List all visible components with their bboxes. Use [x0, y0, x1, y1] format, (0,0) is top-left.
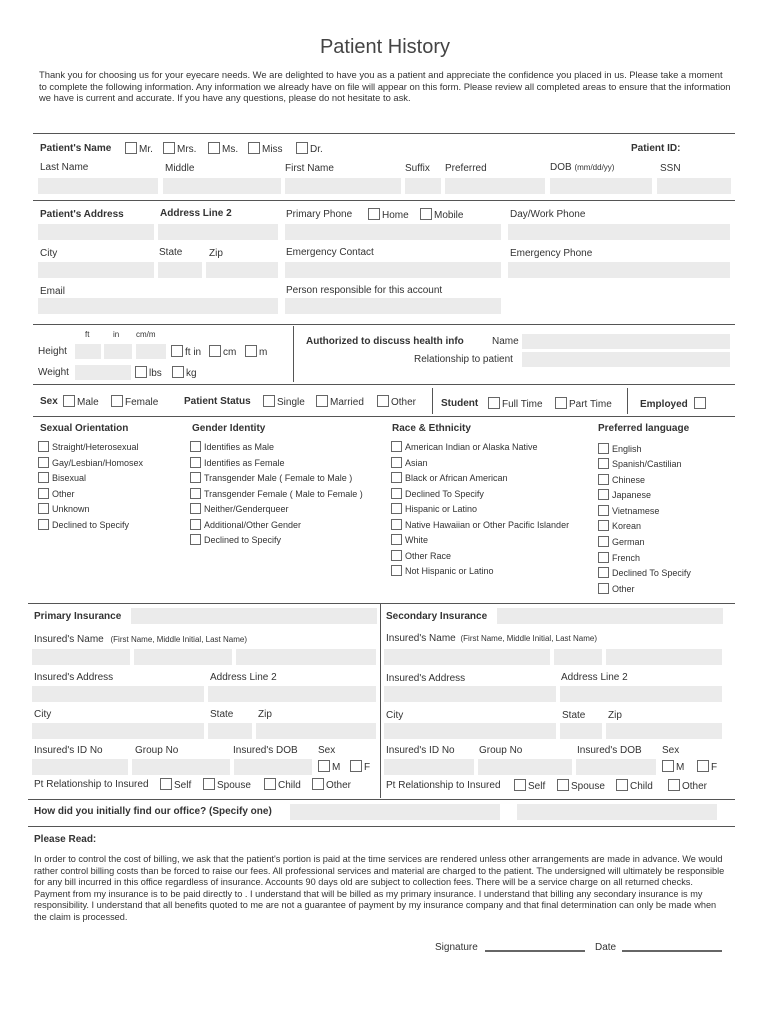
primary-rel-self[interactable]: Self	[160, 778, 191, 791]
weight-label: Weight	[38, 367, 69, 378]
secondary-group-label: Group No	[479, 745, 523, 756]
race-option[interactable]: Declined To Specify	[391, 488, 484, 500]
language-option[interactable]: Japanese	[598, 489, 651, 501]
gender-option[interactable]: Transgender Female ( Male to Female )	[190, 488, 363, 500]
title-ms-checkbox[interactable]	[208, 142, 220, 154]
employed-label[interactable]: Employed	[640, 397, 708, 410]
secondary-state-input[interactable]	[560, 723, 602, 739]
gender-checkbox[interactable]	[190, 519, 201, 530]
race-checkbox[interactable]	[391, 565, 402, 576]
primary-rel-other[interactable]: Other	[312, 778, 351, 791]
race-option[interactable]: Black or African American	[391, 472, 508, 484]
signature-label: Signature	[435, 942, 478, 953]
day-work-phone-label: Day/Work Phone	[510, 209, 586, 220]
height-label: Height	[38, 346, 67, 357]
height-in-input[interactable]	[104, 344, 132, 359]
gender-checkbox[interactable]	[190, 441, 201, 452]
orientation-option[interactable]: Unknown	[38, 503, 90, 515]
relationship-label: Relationship to patient	[414, 354, 513, 365]
secondary-sex-f[interactable]: F	[697, 760, 717, 773]
primary-city-label: City	[34, 709, 52, 720]
language-option[interactable]: English	[598, 443, 642, 455]
primary-group-label: Group No	[135, 745, 179, 756]
sex-male-checkbox[interactable]	[63, 395, 75, 407]
primary-rel-other-checkbox[interactable]	[312, 778, 324, 790]
gender-checkbox[interactable]	[190, 503, 201, 514]
title-dr-checkbox[interactable]	[296, 142, 308, 154]
student-label: Student	[441, 398, 479, 409]
patients-name-label: Patient's Name	[40, 143, 112, 154]
last-name-label: Last Name	[40, 162, 89, 173]
email-label: Email	[40, 286, 66, 297]
state-input[interactable]	[158, 262, 202, 278]
secondary-id-input[interactable]	[384, 759, 474, 775]
address-input[interactable]	[38, 224, 154, 240]
unit-m[interactable]: m	[245, 345, 267, 358]
title-ms[interactable]: Ms.	[208, 142, 238, 155]
emergency-phone-label: Emergency Phone	[510, 248, 593, 259]
secondary-insurance-label: Secondary Insurance	[386, 611, 488, 622]
primary-pt-relationship-label: Pt Relationship to Insured	[34, 779, 149, 790]
address-line2-input[interactable]	[158, 224, 278, 240]
patient-status-label: Patient Status	[184, 396, 251, 407]
title-miss-checkbox[interactable]	[248, 142, 260, 154]
primary-insurance-input[interactable]	[131, 608, 377, 624]
phone-home[interactable]: Home	[368, 208, 409, 221]
unit-ftin-checkbox[interactable]	[171, 345, 183, 357]
student-full-time-checkbox[interactable]	[488, 397, 500, 409]
patients-address-label: Patient's Address	[40, 209, 124, 220]
student-part-time-checkbox[interactable]	[555, 397, 567, 409]
emergency-contact-input[interactable]	[285, 262, 501, 278]
unit-ftin[interactable]: ft in	[171, 345, 201, 358]
title-mrs[interactable]: Mrs.	[163, 142, 196, 155]
secondary-address-label: Insured's Address	[386, 673, 466, 684]
language-option[interactable]: Korean	[598, 520, 641, 532]
primary-insurance-label: Primary Insurance	[34, 611, 122, 622]
language-option[interactable]: Declined To Specify	[598, 567, 691, 579]
secondary-address-input[interactable]	[384, 686, 556, 702]
orientation-option[interactable]: Bisexual	[38, 472, 86, 484]
status-single-checkbox[interactable]	[263, 395, 275, 407]
city-input[interactable]	[38, 262, 154, 278]
weight-input[interactable]	[75, 365, 131, 380]
intro-text: Thank you for choosing us for your eyecare needs. We are delighted to have you as a patient and appreciate the confidence you placed in us. Please take a moment to complete the following information. Any information we already have on file will appear on this form. Please review all completed areas to ensure that the information we have is current and accurate. If you have any questions, please do not hesitate to ask.	[39, 69, 731, 104]
secondary-insured-middle-input[interactable]	[554, 649, 602, 665]
secondary-sex-f-checkbox[interactable]	[697, 760, 709, 772]
signature-line[interactable]	[485, 950, 585, 952]
page-title: Patient History	[319, 36, 451, 58]
gender-checkbox[interactable]	[190, 488, 201, 499]
language-checkbox[interactable]	[598, 520, 609, 531]
date-line[interactable]	[622, 950, 722, 952]
phone-mobile-checkbox[interactable]	[420, 208, 432, 220]
primary-rel-spouse-checkbox[interactable]	[203, 778, 215, 790]
orientation-checkbox[interactable]	[38, 457, 49, 468]
secondary-rel-child[interactable]: Child	[616, 779, 653, 792]
gender-option[interactable]: Neither/Genderqueer	[190, 503, 289, 515]
secondary-address-line2-input[interactable]	[560, 686, 722, 702]
primary-address-input[interactable]	[32, 686, 204, 702]
zip-label: Zip	[209, 248, 223, 259]
sex-female-checkbox[interactable]	[111, 395, 123, 407]
language-option[interactable]: German	[598, 536, 645, 548]
gender-option[interactable]: Transgender Male ( Female to Male )	[190, 472, 352, 484]
language-checkbox[interactable]	[598, 505, 609, 516]
gender-option[interactable]: Identifies as Female	[190, 457, 285, 469]
primary-city-input[interactable]	[32, 723, 204, 739]
language-option[interactable]: French	[598, 552, 640, 564]
sexual-orientation-title: Sexual Orientation	[40, 423, 129, 434]
orientation-checkbox[interactable]	[38, 503, 49, 514]
language-option[interactable]: Other	[598, 583, 635, 595]
primary-sex-m[interactable]: M	[318, 760, 340, 773]
sex-female[interactable]: Female	[111, 395, 158, 408]
race-option[interactable]: Other Race	[391, 550, 451, 562]
primary-zip-input[interactable]	[256, 723, 376, 739]
gender-option[interactable]: Additional/Other Gender	[190, 519, 301, 531]
email-input[interactable]	[38, 298, 278, 314]
orientation-checkbox[interactable]	[38, 488, 49, 499]
secondary-sex-m-checkbox[interactable]	[662, 760, 674, 772]
orientation-option[interactable]: Other	[38, 488, 75, 500]
primary-state-label: State	[210, 709, 234, 720]
secondary-sex-m[interactable]: M	[662, 760, 684, 773]
language-option[interactable]: Vietnamese	[598, 505, 659, 517]
language-checkbox[interactable]	[598, 552, 609, 563]
first-name-label: First Name	[285, 163, 334, 174]
language-checkbox[interactable]	[598, 583, 609, 594]
primary-id-label: Insured's ID No	[34, 745, 103, 756]
primary-address-label: Insured's Address	[34, 672, 114, 683]
primary-phone-label: Primary Phone	[286, 209, 353, 220]
relationship-input[interactable]	[522, 352, 730, 367]
race-checkbox[interactable]	[391, 441, 402, 452]
responsible-label: Person responsible for this account	[286, 285, 443, 296]
unit-m-checkbox[interactable]	[245, 345, 257, 357]
gender-option[interactable]: Identifies as Male	[190, 441, 274, 453]
secondary-pt-relationship-label: Pt Relationship to Insured	[386, 780, 501, 791]
gender-checkbox[interactable]	[190, 457, 201, 468]
race-title: Race & Ethnicity	[392, 423, 471, 434]
address-line2-label: Address Line 2	[160, 208, 232, 219]
secondary-state-label: State	[562, 710, 586, 721]
race-option[interactable]: American Indian or Alaska Native	[391, 441, 538, 453]
auth-name-input[interactable]	[522, 334, 730, 349]
in-col-label: in	[113, 330, 120, 339]
primary-sex-m-checkbox[interactable]	[318, 760, 330, 772]
primary-zip-label: Zip	[258, 709, 272, 720]
secondary-dob-label: Insured's DOB	[577, 745, 642, 756]
emergency-contact-label: Emergency Contact	[286, 247, 374, 258]
emergency-phone-input[interactable]	[508, 262, 730, 278]
orientation-checkbox[interactable]	[38, 519, 49, 530]
language-checkbox[interactable]	[598, 567, 609, 578]
city-label: City	[40, 248, 58, 259]
title-mr[interactable]: Mr.	[125, 142, 153, 155]
status-married-checkbox[interactable]	[316, 395, 328, 407]
secondary-insured-last-input[interactable]	[606, 649, 722, 665]
primary-rel-child-checkbox[interactable]	[264, 778, 276, 790]
responsible-input[interactable]	[285, 298, 501, 314]
status-married[interactable]: Married	[316, 395, 364, 408]
unit-cm[interactable]: cm	[209, 345, 236, 358]
race-checkbox[interactable]	[391, 472, 402, 483]
secondary-address-line2-label: Address Line 2	[561, 672, 628, 683]
gender-checkbox[interactable]	[190, 534, 201, 545]
primary-address-line2-label: Address Line 2	[210, 672, 277, 683]
phone-mobile[interactable]: Mobile	[420, 208, 463, 221]
unit-lbs-checkbox[interactable]	[135, 366, 147, 378]
primary-sex-label: Sex	[318, 745, 336, 756]
zip-input[interactable]	[206, 262, 278, 278]
primary-id-input[interactable]	[32, 759, 128, 775]
student-part-time[interactable]: Part Time	[555, 397, 612, 410]
ssn-input[interactable]	[657, 178, 731, 194]
secondary-dob-input[interactable]	[576, 759, 656, 775]
primary-address-line2-input[interactable]	[208, 686, 376, 702]
status-other-checkbox[interactable]	[377, 395, 389, 407]
find-office-label: How did you initially find our office? (Specify one)	[34, 806, 272, 817]
title-miss[interactable]: Miss	[248, 142, 283, 155]
secondary-group-input[interactable]	[478, 759, 572, 775]
race-checkbox[interactable]	[391, 550, 402, 561]
secondary-rel-other-checkbox[interactable]	[668, 779, 680, 791]
secondary-insurance-input[interactable]	[497, 608, 723, 624]
student-full-time[interactable]: Full Time	[488, 397, 543, 410]
dob-label: DOB (mm/dd/yy)	[550, 162, 615, 173]
orientation-option[interactable]: Declined to Specify	[38, 519, 129, 531]
secondary-id-label: Insured's ID No	[386, 745, 455, 756]
policy-text: In order to control the cost of billing, we ask that the patient's portion is paid at the time services are rendered unless other arrangements are made in advance. We would rather control billing costs than be forced to raise our fees. All professional services and material are charged to the patient. The undersigned will ultimately be responsible for any bill incurred in this office regardless of insurance. Accounts 90 days old are subject to collection fees. There will be a service charge on all returned checks. Payment from my insurance is to be paid directly to . I understand that will be billed as my primary insurance. I understand that billing any secondary insurance is my responsibility. I understand that all benefits quoted to me are not a guarantee of payment by my insurance company and that final determination can only be made when the claim is processed.	[34, 854, 725, 922]
find-office-other-input[interactable]	[517, 804, 717, 820]
dob-input[interactable]	[550, 178, 652, 194]
race-option[interactable]: Native Hawaiian or Other Pacific Islander	[391, 519, 569, 531]
primary-insured-middle-input[interactable]	[134, 649, 232, 665]
language-option[interactable]: Spanish/Castilian	[598, 458, 682, 470]
employed-checkbox[interactable]	[694, 397, 706, 409]
orientation-checkbox[interactable]	[38, 441, 49, 452]
language-checkbox[interactable]	[598, 474, 609, 485]
suffix-label: Suffix	[405, 163, 430, 174]
patient-id-label: Patient ID:	[631, 143, 681, 154]
language-option[interactable]: Chinese	[598, 474, 645, 486]
unit-kg[interactable]: kg	[172, 366, 197, 379]
status-other[interactable]: Other	[377, 395, 416, 408]
sex-label: Sex	[40, 396, 58, 407]
first-name-input[interactable]	[285, 178, 401, 194]
race-checkbox[interactable]	[391, 503, 402, 514]
primary-phone-input[interactable]	[285, 224, 501, 240]
authorized-label: Authorized to discuss health info	[306, 336, 464, 347]
middle-label: Middle	[165, 163, 195, 174]
unit-kg-checkbox[interactable]	[172, 366, 184, 378]
language-checkbox[interactable]	[598, 458, 609, 469]
secondary-insured-name-label: Insured's Name (First Name, Middle Initial, Last Name)	[386, 633, 597, 644]
secondary-rel-child-checkbox[interactable]	[616, 779, 628, 791]
secondary-insured-first-input[interactable]	[384, 649, 550, 665]
secondary-sex-label: Sex	[662, 745, 680, 756]
title-dr[interactable]: Dr.	[296, 142, 323, 155]
title-mr-checkbox[interactable]	[125, 142, 137, 154]
preferred-label: Preferred	[445, 163, 487, 174]
race-option[interactable]: Not Hispanic or Latino	[391, 565, 494, 577]
primary-group-input[interactable]	[132, 759, 230, 775]
secondary-rel-self-checkbox[interactable]	[514, 779, 526, 791]
status-single[interactable]: Single	[263, 395, 305, 408]
please-read-heading: Please Read:	[34, 834, 97, 845]
unit-cm-checkbox[interactable]	[209, 345, 221, 357]
orientation-checkbox[interactable]	[38, 472, 49, 483]
sex-male[interactable]: Male	[63, 395, 99, 408]
primary-dob-label: Insured's DOB	[233, 745, 298, 756]
ft-col-label: ft	[85, 330, 90, 339]
race-checkbox[interactable]	[391, 488, 402, 499]
primary-sex-f[interactable]: F	[350, 760, 370, 773]
height-ft-input[interactable]	[75, 344, 101, 359]
secondary-rel-spouse-checkbox[interactable]	[557, 779, 569, 791]
language-checkbox[interactable]	[598, 489, 609, 500]
race-option[interactable]: Asian	[391, 457, 428, 469]
language-checkbox[interactable]	[598, 536, 609, 547]
primary-insured-first-input[interactable]	[32, 649, 130, 665]
preferred-input[interactable]	[445, 178, 545, 194]
secondary-rel-self[interactable]: Self	[514, 779, 545, 792]
ssn-label: SSN	[660, 163, 681, 174]
language-title: Preferred language	[598, 423, 690, 434]
middle-input[interactable]	[163, 178, 281, 194]
primary-rel-self-checkbox[interactable]	[160, 778, 172, 790]
secondary-city-label: City	[386, 710, 404, 721]
secondary-city-input[interactable]	[384, 723, 556, 739]
secondary-rel-other[interactable]: Other	[668, 779, 707, 792]
primary-insured-last-input[interactable]	[236, 649, 376, 665]
race-checkbox[interactable]	[391, 519, 402, 530]
race-checkbox[interactable]	[391, 457, 402, 468]
secondary-zip-label: Zip	[608, 710, 622, 721]
title-mrs-checkbox[interactable]	[163, 142, 175, 154]
cmm-col-label: cm/m	[136, 330, 156, 339]
language-checkbox[interactable]	[598, 443, 609, 454]
unit-lbs[interactable]: lbs	[135, 366, 162, 379]
state-label: State	[159, 247, 183, 258]
secondary-zip-input[interactable]	[606, 723, 722, 739]
primary-dob-input[interactable]	[234, 759, 312, 775]
primary-state-input[interactable]	[208, 723, 252, 739]
race-checkbox[interactable]	[391, 534, 402, 545]
race-option[interactable]: White	[391, 534, 428, 546]
date-label: Date	[595, 942, 617, 953]
primary-insured-name-label: Insured's Name (First Name, Middle Initial, Last Name)	[34, 634, 247, 645]
gender-option[interactable]: Declined to Specify	[190, 534, 281, 546]
secondary-rel-spouse[interactable]: Spouse	[557, 779, 605, 792]
gender-identity-title: Gender Identity	[192, 423, 266, 434]
race-option[interactable]: Hispanic or Latino	[391, 503, 477, 515]
primary-sex-f-checkbox[interactable]	[350, 760, 362, 772]
auth-name-label: Name	[492, 336, 519, 347]
find-office-input[interactable]	[290, 804, 500, 820]
suffix-input[interactable]	[405, 178, 441, 194]
primary-rel-spouse[interactable]: Spouse	[203, 778, 251, 791]
gender-checkbox[interactable]	[190, 472, 201, 483]
last-name-input[interactable]	[38, 178, 158, 194]
primary-rel-child[interactable]: Child	[264, 778, 301, 791]
orientation-option[interactable]: Gay/Lesbian/Homosex	[38, 457, 143, 469]
height-cm-input[interactable]	[136, 344, 166, 359]
orientation-option[interactable]: Straight/Heterosexual	[38, 441, 139, 453]
day-work-phone-input[interactable]	[508, 224, 730, 240]
phone-home-checkbox[interactable]	[368, 208, 380, 220]
